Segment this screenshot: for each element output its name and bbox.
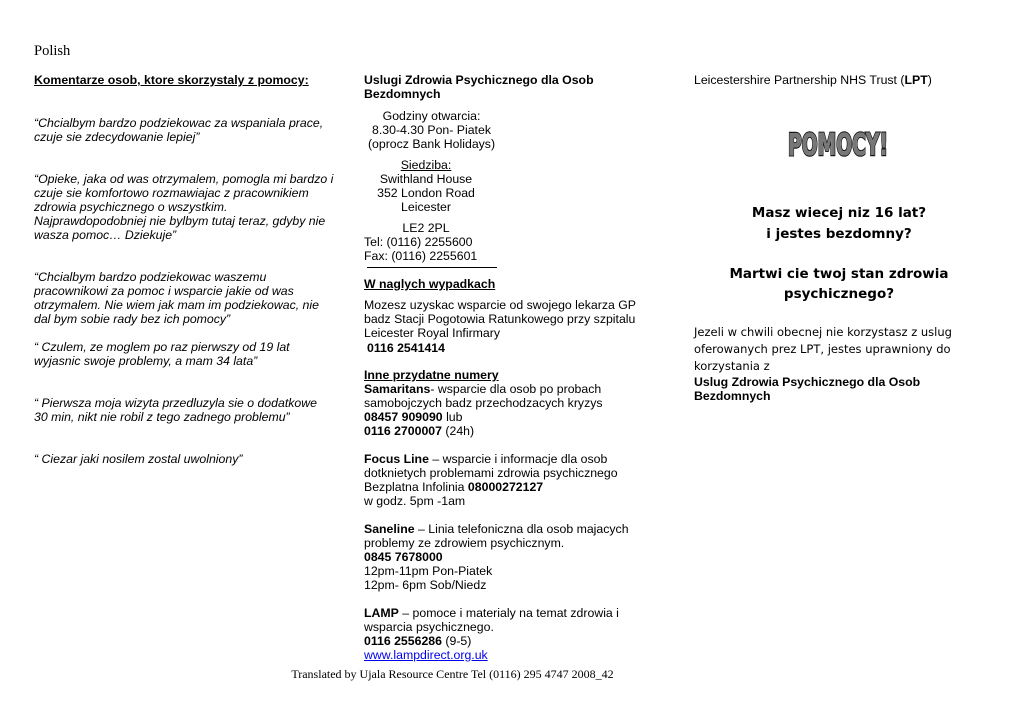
divider (367, 267, 497, 268)
question: Masz wiecej niz 16 lat? (751, 205, 927, 221)
trust-abbr: LPT (904, 73, 928, 87)
focus-line-name: Focus Line (364, 452, 429, 466)
fax-number: Fax: (0116) 2255601 (364, 249, 478, 263)
address-line: Leicester (401, 200, 451, 214)
samaritans-phone: 08457 909090 (364, 410, 443, 424)
quote: “Chcialbym bardzo podziekowac za wspaniala prace, czuje sie zdecydowanie lepiej” (34, 116, 324, 144)
focus-line-phone: 08000272127 (467, 480, 544, 494)
trust-name-close: ) (927, 73, 932, 87)
lamp-desc: – pomoce i materialy na temat zdrowia i wsparcia psychicznego. (364, 606, 619, 634)
focus-line-hours: w godz. 5pm -1am (364, 494, 466, 508)
pomocy-logo-fill: POMOCY! (788, 128, 888, 162)
service-title: Uslugi Zdrowia Psychicznego dla Osob Bezdomnych (364, 73, 594, 101)
focus-line-desc: – wsparcie i informacje dla osob dotknietych problemami zdrowia psychicznego (364, 452, 618, 480)
saneline-phone: 0845 7678000 (364, 550, 443, 564)
useful-numbers-heading: Inne przydatne numery (364, 368, 499, 382)
question: i jestes bezdomny? (766, 226, 912, 242)
saneline-hours: 12pm- 6pm Sob/Niedz (364, 578, 487, 592)
emergency-text: Mozesz uzyskac wsparcie od swojego lekarza GP badz Stacji Pogotowia Ratunkowego przy szpitalu Leicester Royal Infirmary (364, 298, 636, 340)
hours-line: 8.30-4.30 Pon- Piatek (372, 123, 491, 137)
quote: “ Ciezar jaki nosilem zostal uwolniony” (34, 452, 243, 466)
lamp-name: LAMP (364, 606, 399, 620)
trust-name-text: Leicestershire Partnership NHS Trust ( (694, 73, 905, 87)
saneline-hours: 12pm-11pm Pon-Piatek (364, 564, 493, 578)
pomocy-logo-text: POMOCY! (788, 128, 888, 162)
saneline-name: Saneline (364, 522, 415, 536)
lamp-phone: 0116 2556286 (364, 634, 442, 648)
samaritans-entry (364, 382, 614, 438)
emergency-heading: W naglych wypadkach (364, 277, 496, 291)
quote: “Chcialbym bardzo podziekowac waszemu pracownikowi za pomoc i wsparcie jakie od was otrzymalem. Nie wiem jak mam im podziekowac, nie dal bym sobie rady bez ich pomocy” (34, 270, 319, 326)
saneline-entry (364, 522, 634, 592)
samaritans-phone-24h: 0116 2700007 (364, 424, 442, 438)
language-label: Polish (34, 43, 71, 59)
eligibility-service: Uslug Zdrowia Psychicznego dla Osob Bezdomnych (694, 375, 921, 403)
focus-line-free: Bezplatna Infolinia (364, 480, 468, 494)
pomocy-logo (786, 126, 890, 162)
address-line: LE2 2PL (402, 221, 450, 235)
lamp-website-link[interactable]: www.lampdirect.org.uk (364, 648, 488, 662)
question: Martwi cie twoj stan zdrowia psychicznego? (729, 266, 949, 302)
quote: “Opieke, jaka od was otrzymalem, pomogla mi bardzo i czuje sie komfortowo rozmawiajac z pracownikiem zdrowia psychicznego o wszystkim. Najprawdopodobniej nie bylbym tutaj teraz, gdyby nie wasza pomoc… Dziekuje” (34, 172, 334, 242)
hours-line: (oprocz Bank Holidays) (367, 137, 496, 151)
lamp-hours: (9-5) (441, 634, 472, 648)
trust-name (694, 73, 994, 87)
emergency-phone: 0116 2541414 (367, 341, 445, 355)
samaritans-24h: (24h) (441, 424, 475, 438)
translation-footer: Translated by Ujala Resource Centre Tel (0116) 295 4747 2008_42 (291, 667, 614, 681)
samaritans-name: Samaritans (364, 382, 431, 396)
quote: “ Czulem, ze moglem po raz pierwszy od 19 lat wyjasnic swoje problemy, a mam 34 lata” (34, 340, 290, 368)
lamp-entry (364, 606, 624, 662)
samaritans-desc: - wsparcie dla osob po probach samobojczych badz przechodzacych kryzys (364, 382, 603, 410)
samaritans-lub: lub (442, 410, 463, 424)
hours-label: Godziny otwarcia: (382, 109, 481, 123)
hq-label: Siedziba: (400, 158, 452, 172)
quote: “ Pierwsza moja wizyta przedluzyla sie o dodatkowe 30 min, nikt nie robil z tego zadnego problemu” (34, 396, 317, 424)
opening-hours (364, 109, 499, 151)
focus-line-entry (364, 452, 624, 508)
eligibility-text: Jezeli w chwili obecnej nie korzystasz z uslug oferowanych prez LPT, jestes uprawniony do korzystania z (694, 325, 952, 373)
tel-number: Tel: (0116) 2255600 (364, 235, 473, 249)
headquarters (364, 158, 488, 235)
saneline-desc: – Linia telefoniczna dla osob majacych problemy ze zdrowiem psychicznym. (364, 522, 629, 550)
testimonials-heading: Komentarze osob, ktore skorzystaly z pomocy: (34, 73, 309, 87)
address-line: Swithland House (379, 172, 473, 186)
address-line: 352 London Road (377, 186, 475, 200)
